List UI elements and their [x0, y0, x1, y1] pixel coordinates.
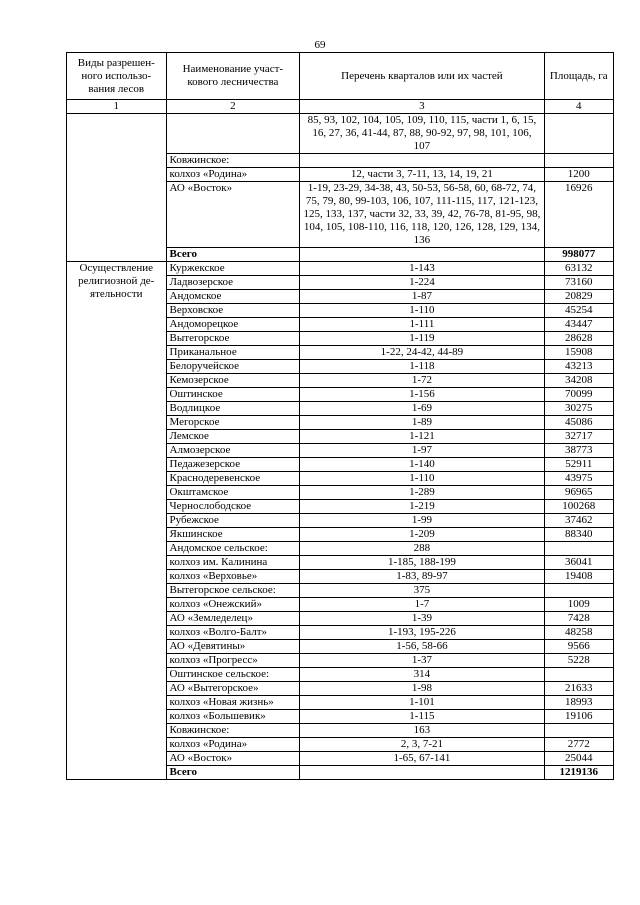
area-cell: 998077 [544, 248, 613, 262]
quarters-cell: 12, части 3, 7-11, 13, 14, 19, 21 [300, 168, 544, 182]
quarters-cell: 1-121 [300, 430, 544, 444]
quarters-cell: 1-110 [300, 472, 544, 486]
area-cell: 30275 [544, 402, 613, 416]
quarters-cell: 1-156 [300, 388, 544, 402]
area-cell: 37462 [544, 514, 613, 528]
forestry-name-cell: Приканальное [166, 346, 300, 360]
forestry-name-cell: колхоз «Родина» [166, 168, 300, 182]
forestry-name-cell: Куржекское [166, 262, 300, 276]
area-cell: 70099 [544, 388, 613, 402]
column-number-row [67, 100, 614, 114]
forestry-name-cell: Всего [166, 248, 300, 262]
col-num-1: 1 [67, 100, 167, 114]
area-cell: 52911 [544, 458, 613, 472]
quarters-cell: 2, 3, 7-21 [300, 738, 544, 752]
quarters-cell: 85, 93, 102, 104, 105, 109, 110, 115, части 1, 6, 15, 16, 27, 36, 41-44, 87, 88, 90-92, 97, 98, 101, 106, 107 [300, 114, 544, 154]
quarters-cell: 1-37 [300, 654, 544, 668]
area-cell: 1009 [544, 598, 613, 612]
forestry-name-cell: Водлицкое [166, 402, 300, 416]
quarters-cell: 1-99 [300, 514, 544, 528]
forest-use-table [66, 52, 614, 780]
forestry-name-cell: Андомское сельское: [166, 542, 300, 556]
area-cell: 36041 [544, 556, 613, 570]
area-cell: 48258 [544, 626, 613, 640]
area-cell: 73160 [544, 276, 613, 290]
forestry-name-cell: Алмозерское [166, 444, 300, 458]
quarters-cell: 1-143 [300, 262, 544, 276]
forestry-name-cell: Окштамское [166, 486, 300, 500]
area-cell: 19106 [544, 710, 613, 724]
area-cell: 88340 [544, 528, 613, 542]
area-cell: 45254 [544, 304, 613, 318]
forestry-name-cell: колхоз им. Калинина [166, 556, 300, 570]
quarters-cell: 1-193, 195-226 [300, 626, 544, 640]
quarters-cell: 1-22, 24-42, 44-89 [300, 346, 544, 360]
col-num-3: 3 [300, 100, 544, 114]
area-cell: 20829 [544, 290, 613, 304]
quarters-cell: 1-101 [300, 696, 544, 710]
quarters-cell: 1-97 [300, 444, 544, 458]
quarters-cell: 1-115 [300, 710, 544, 724]
quarters-cell: 1-69 [300, 402, 544, 416]
forestry-name-cell: Педажезерское [166, 458, 300, 472]
quarters-cell: 1-39 [300, 612, 544, 626]
quarters-cell: 314 [300, 668, 544, 682]
area-cell: 2772 [544, 738, 613, 752]
area-cell: 96965 [544, 486, 613, 500]
area-cell: 32717 [544, 430, 613, 444]
area-cell [544, 668, 613, 682]
area-cell: 21633 [544, 682, 613, 696]
forestry-name-cell: Мегорское [166, 416, 300, 430]
forestry-name-cell: колхоз «Большевик» [166, 710, 300, 724]
area-cell: 43213 [544, 360, 613, 374]
quarters-cell: 1-224 [300, 276, 544, 290]
area-cell: 16926 [544, 182, 613, 248]
use-type-cell: Осуществление религиозной де-ятельности [67, 262, 167, 780]
forestry-name-cell: Чернослободское [166, 500, 300, 514]
forestry-name-cell: АО «Земледелец» [166, 612, 300, 626]
table-row [67, 262, 614, 276]
quarters-cell: 1-87 [300, 290, 544, 304]
area-cell: 18993 [544, 696, 613, 710]
quarters-cell: 1-140 [300, 458, 544, 472]
col-num-2: 2 [166, 100, 300, 114]
forestry-name-cell: Лемское [166, 430, 300, 444]
area-cell: 19408 [544, 570, 613, 584]
area-cell: 43975 [544, 472, 613, 486]
header-use-type: Виды разрешен-ного использо-вания лесов [67, 53, 167, 100]
area-cell: 38773 [544, 444, 613, 458]
forestry-name-cell: АО «Девятины» [166, 640, 300, 654]
forestry-name-cell: колхоз «Прогресс» [166, 654, 300, 668]
table-header-row [67, 53, 614, 100]
forestry-name-cell: Краснодеревенское [166, 472, 300, 486]
forestry-name-cell: колхоз «Новая жизнь» [166, 696, 300, 710]
quarters-cell: 288 [300, 542, 544, 556]
forestry-name-cell: Ковжинское: [166, 154, 300, 168]
forestry-name-cell: Белоручейское [166, 360, 300, 374]
quarters-cell: 1-65, 67-141 [300, 752, 544, 766]
header-area: Площадь, га [544, 53, 613, 100]
area-cell [544, 114, 613, 154]
area-cell [544, 154, 613, 168]
continued-section [67, 114, 614, 262]
forestry-name-cell: АО «Вытегорское» [166, 682, 300, 696]
area-cell: 34208 [544, 374, 613, 388]
area-cell [544, 584, 613, 598]
quarters-cell: 1-83, 89-97 [300, 570, 544, 584]
quarters-cell: 1-89 [300, 416, 544, 430]
quarters-cell: 1-185, 188-199 [300, 556, 544, 570]
area-cell: 5228 [544, 654, 613, 668]
table-row [67, 114, 614, 154]
forestry-name-cell: Якшинское [166, 528, 300, 542]
quarters-cell [300, 154, 544, 168]
forestry-name-cell: колхоз «Верховье» [166, 570, 300, 584]
forestry-name-cell: Ладвозерское [166, 276, 300, 290]
forestry-name-cell: колхоз «Онежский» [166, 598, 300, 612]
area-cell: 7428 [544, 612, 613, 626]
quarters-cell: 1-110 [300, 304, 544, 318]
header-forestry: Наименование участ-кового лесничества [166, 53, 300, 100]
quarters-cell: 1-111 [300, 318, 544, 332]
area-cell: 9566 [544, 640, 613, 654]
quarters-cell: 1-7 [300, 598, 544, 612]
quarters-cell: 1-56, 58-66 [300, 640, 544, 654]
area-cell: 45086 [544, 416, 613, 430]
quarters-cell: 163 [300, 724, 544, 738]
forestry-name-cell: Вытегорское [166, 332, 300, 346]
area-cell: 63132 [544, 262, 613, 276]
area-cell [544, 724, 613, 738]
quarters-cell: 375 [300, 584, 544, 598]
forestry-name-cell: Андоморецкое [166, 318, 300, 332]
forestry-name-cell: Оштинское [166, 388, 300, 402]
quarters-cell: 1-289 [300, 486, 544, 500]
forestry-name-cell: колхоз «Волго-Балт» [166, 626, 300, 640]
forestry-name-cell [166, 114, 300, 154]
forestry-name-cell: АО «Восток» [166, 182, 300, 248]
area-cell: 25044 [544, 752, 613, 766]
col-num-4: 4 [544, 100, 613, 114]
area-cell: 1200 [544, 168, 613, 182]
area-cell: 28628 [544, 332, 613, 346]
quarters-cell: 1-98 [300, 682, 544, 696]
quarters-cell: 1-72 [300, 374, 544, 388]
header-quarters: Перечень кварталов или их частей [300, 53, 544, 100]
quarters-cell: 1-19, 23-29, 34-38, 43, 50-53, 56-58, 60, 68-72, 74, 75, 79, 80, 99-103, 106, 107, 111-115, 117, 121-123, 125, 133, 137, части 32, 33, 39, 42, 76-78, 81-95, 98, 104, 105, 108-110, 116, 118, 120, 126, 128, 129, 134, 136 [300, 182, 544, 248]
page-number: 69 [314, 39, 326, 51]
forestry-name-cell: Рубежское [166, 514, 300, 528]
quarters-cell [300, 766, 544, 780]
forestry-name-cell: АО «Восток» [166, 752, 300, 766]
area-cell: 15908 [544, 346, 613, 360]
forestry-name-cell: Вытегорское сельское: [166, 584, 300, 598]
quarters-cell [300, 248, 544, 262]
forestry-name-cell: Ковжинское: [166, 724, 300, 738]
area-cell: 1219136 [544, 766, 613, 780]
area-cell: 43447 [544, 318, 613, 332]
forestry-name-cell: Верховское [166, 304, 300, 318]
area-cell: 100268 [544, 500, 613, 514]
religious-section [67, 262, 614, 780]
quarters-cell: 1-219 [300, 500, 544, 514]
forestry-name-cell: Всего [166, 766, 300, 780]
forestry-name-cell: Кемозерское [166, 374, 300, 388]
quarters-cell: 1-118 [300, 360, 544, 374]
quarters-cell: 1-119 [300, 332, 544, 346]
area-cell [544, 542, 613, 556]
forestry-name-cell: колхоз «Родина» [166, 738, 300, 752]
quarters-cell: 1-209 [300, 528, 544, 542]
use-type-cell [67, 114, 167, 262]
forestry-name-cell: Андомское [166, 290, 300, 304]
forestry-name-cell: Оштинское сельское: [166, 668, 300, 682]
